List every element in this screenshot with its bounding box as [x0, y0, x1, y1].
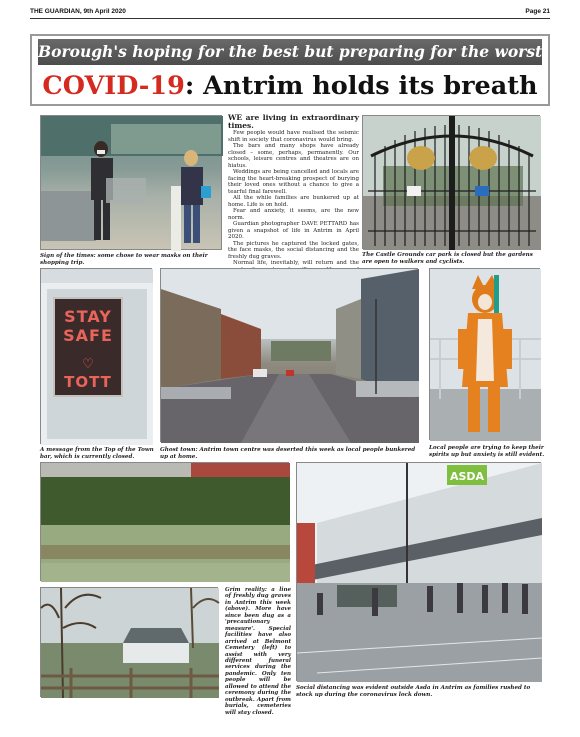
kicker: Borough's hoping for the best but preparing for the worst [38, 39, 542, 65]
sign-word-stay: STAY [64, 307, 112, 326]
chalkboard-sign [53, 297, 123, 397]
photo-asda-queue [296, 462, 541, 681]
article-paragraph: Few people would have realised the seismic shift in society that coronavirus would bring. [228, 130, 359, 143]
photo-graves-field [40, 462, 289, 581]
caption-asda: Social distancing was evident outside Asda in Antrim as families rushed to stock up during the coronavirus lock down. [296, 685, 531, 698]
fox-costume-illustration [430, 269, 541, 441]
article-paragraph: Weddings are being cancelled and locals are facing the heart-breaking prospect of burying their loved ones without a chance to give a tearful final farewell. [228, 169, 359, 195]
headline-text: : Antrim holds its breath [184, 71, 538, 101]
photo-belmont-cemetery [40, 587, 218, 697]
photo-castle-gates [362, 115, 540, 249]
street-illustration [161, 269, 419, 443]
article-paragraph: Guardian photographer DAVE PETTARD has given a snapshot of life in Antrim in April 2020. [228, 221, 359, 240]
caption-shoppers: Sign of the times: some chose to wear masks on their shopping trip. [40, 253, 208, 266]
gates-illustration [363, 116, 541, 250]
caption-message: A message from the Top of the Town bar, which is currently closed. [40, 447, 154, 460]
sign-word-tott: TOTT [64, 373, 112, 391]
photo-ghost-town [160, 268, 418, 442]
headline-highlight: COVID-19 [42, 71, 185, 101]
caption-locals: Local people are trying to keep their spirits up but anxiety is still evident. [429, 445, 545, 458]
article-paragraph: All the while families are bunkered up at home. Life is on hold. [228, 195, 359, 208]
page-header [30, 6, 550, 18]
caption-ghost-town: Ghost town: Antrim town centre was deserted this week as local people bunkered up at home. [160, 447, 416, 460]
page-number: Page 21 [525, 8, 550, 15]
sign-word-safe: SAFE [63, 326, 113, 345]
asda-logo: ASDA [449, 470, 485, 483]
heart-icon: ♡ [82, 357, 94, 372]
sign-text-stay-safe [55, 307, 121, 345]
cemetery-illustration [41, 588, 219, 698]
field-illustration [41, 463, 290, 582]
page-headline [38, 69, 542, 103]
publication-date: THE GUARDIAN, 9th April 2020 [30, 8, 126, 15]
shoppers-illustration [41, 116, 223, 251]
article-lead [228, 115, 359, 130]
caption-castle-gates: The Castle Grounds car park is closed but the gardens are open to walkers and cyclists. [362, 252, 533, 265]
article-paragraph: The bars and many shops have already closed – some, perhaps, permanently. Our schools, leisure centres and theatres are on hiatus. [228, 143, 359, 169]
asda-illustration [297, 463, 542, 682]
article-body [228, 113, 359, 266]
header-rule [30, 18, 550, 19]
caption-graves: Grim reality: a line of freshly dug graves in Antrim this week (above). More have since been dug as a 'precautionary measure'. Special facilities have also arrived at Belmont Cemetery (left) to assist with very different funeral services during the pandemic. Only ten people will be allowed to attend the ceremony during the outbreak. Apart from burials, cemeteries will stay closed. [225, 587, 291, 716]
photo-fox-costume [429, 268, 540, 440]
article-paragraph: Normal life, inevitably, will return and the [233, 260, 359, 266]
photo-stay-safe-sign [40, 268, 152, 444]
article-paragraph: The pictures he captured the locked gates, the face masks, the social distancing and the freshly dug graves. [228, 240, 359, 260]
article-dropcap-line: WE are living in extraordinary times. [228, 113, 359, 130]
photo-shoppers [40, 115, 222, 250]
headline-banner [30, 34, 550, 106]
article-paragraph: Fear and anxiety, it seems, are the new norm. [228, 208, 359, 221]
